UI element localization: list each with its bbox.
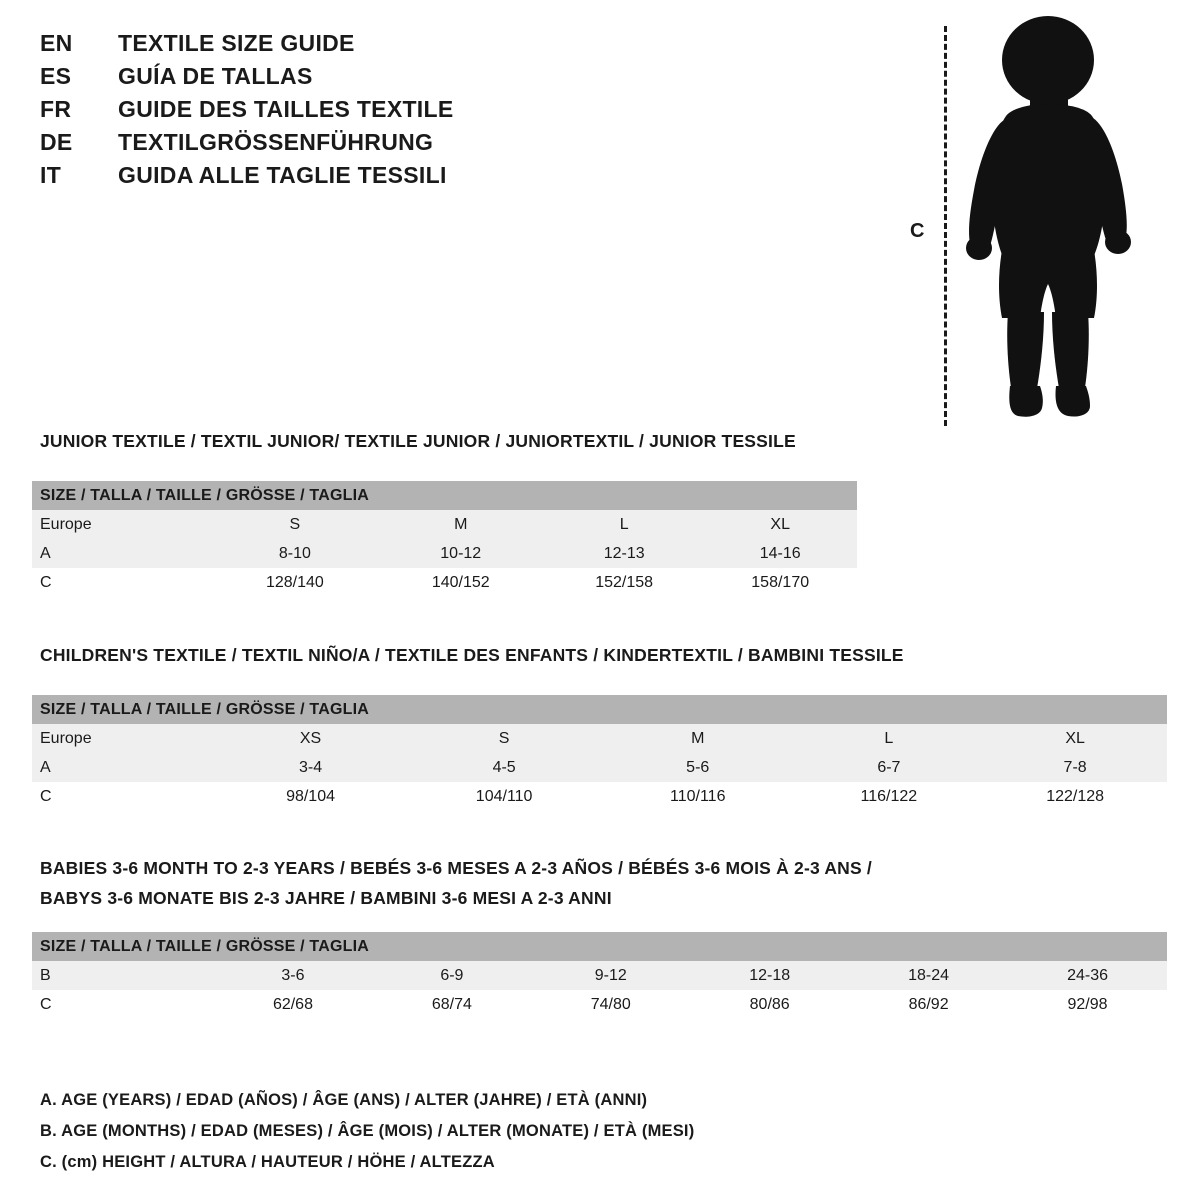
- babies-row-c: [32, 990, 1167, 1019]
- junior-band-label: SIZE / TALLA / TAILLE / GRÖSSE / TAGLIA: [32, 481, 857, 510]
- children-c-l: 116/122: [795, 782, 984, 811]
- junior-c-m: 140/152: [377, 568, 545, 597]
- title-lang-en: EN: [40, 30, 73, 56]
- title-lang-it: IT: [40, 162, 62, 188]
- junior-band-row: [32, 481, 857, 510]
- child-silhouette-icon: [952, 12, 1142, 427]
- title-text-fr: GUIDE DES TAILLES TEXTILE: [118, 96, 454, 122]
- footnotes-block: [40, 1091, 940, 1172]
- babies-c-80-86: 80/86: [690, 990, 849, 1019]
- title-text-it: GUIDA ALLE TAGLIE TESSILI: [118, 162, 447, 188]
- babies-b-label: B: [32, 961, 214, 990]
- junior-row-europe: [32, 510, 857, 539]
- babies-band-row: [32, 932, 1167, 961]
- title-lang-de: DE: [40, 129, 73, 155]
- footnote-c: C. (cm) HEIGHT / ALTURA / HAUTEUR / HÖHE / ALTEZZA: [40, 1153, 495, 1171]
- title-block: [40, 30, 660, 195]
- children-c-s: 104/110: [407, 782, 601, 811]
- babies-c-62-68: 62/68: [214, 990, 373, 1019]
- title-row-de: [40, 129, 660, 156]
- junior-row-c: [32, 568, 857, 597]
- figure-measure-label: C: [910, 220, 925, 242]
- babies-c-92-98: 92/98: [1008, 990, 1167, 1019]
- footnote-a: A. AGE (YEARS) / EDAD (AÑOS) / ÂGE (ANS) / ALTER (JAHRE) / ETÀ (ANNI): [40, 1091, 648, 1109]
- junior-c-s: 128/140: [213, 568, 376, 597]
- junior-size-table: [32, 481, 857, 597]
- children-europe-xl: XL: [983, 724, 1167, 753]
- children-band-label: SIZE / TALLA / TAILLE / GRÖSSE / TAGLIA: [32, 695, 1167, 724]
- title-text-de: TEXTILGRÖSSENFÜHRUNG: [118, 129, 434, 155]
- junior-europe-l: L: [545, 510, 703, 539]
- children-europe-xs: XS: [214, 724, 408, 753]
- junior-a-l: 12-13: [545, 539, 703, 568]
- section-heading-babies: [40, 858, 872, 909]
- measurement-figure: [900, 8, 1160, 428]
- babies-b-6-9: 6-9: [372, 961, 531, 990]
- section-heading-children: CHILDREN'S TEXTILE / TEXTIL NIÑO/A / TEXTILE DES ENFANTS / KINDERTEXTIL / BAMBINI TESSILE: [40, 645, 904, 665]
- children-c-xs: 98/104: [214, 782, 408, 811]
- children-europe-m: M: [601, 724, 795, 753]
- children-row-a: [32, 753, 1167, 782]
- children-a-xl: 7-8: [983, 753, 1167, 782]
- babies-b-24-36: 24-36: [1008, 961, 1167, 990]
- children-row-europe: [32, 724, 1167, 753]
- babies-row-b: [32, 961, 1167, 990]
- babies-b-18-24: 18-24: [849, 961, 1008, 990]
- babies-c-86-92: 86/92: [849, 990, 1008, 1019]
- children-c-label: C: [32, 782, 214, 811]
- junior-europe-label: Europe: [32, 510, 213, 539]
- babies-b-9-12: 9-12: [531, 961, 690, 990]
- title-row-en: [40, 30, 660, 57]
- title-row-es: [40, 63, 660, 90]
- children-band-row: [32, 695, 1167, 724]
- babies-c-74-80: 74/80: [531, 990, 690, 1019]
- children-row-c: [32, 782, 1167, 811]
- junior-c-label: C: [32, 568, 213, 597]
- children-a-s: 4-5: [407, 753, 601, 782]
- babies-size-table: [32, 932, 1167, 1019]
- title-row-fr: [40, 96, 660, 123]
- children-a-m: 5-6: [601, 753, 795, 782]
- section-heading-babies-line2: BABYS 3-6 MONATE BIS 2-3 JAHRE / BAMBINI 3-6 MESI A 2-3 ANNI: [40, 888, 612, 908]
- title-lang-fr: FR: [40, 96, 72, 122]
- children-c-m: 110/116: [601, 782, 795, 811]
- children-europe-s: S: [407, 724, 601, 753]
- junior-a-xl: 14-16: [703, 539, 857, 568]
- junior-a-m: 10-12: [377, 539, 545, 568]
- title-text-en: TEXTILE SIZE GUIDE: [118, 30, 355, 56]
- title-lang-es: ES: [40, 63, 72, 89]
- junior-europe-m: M: [377, 510, 545, 539]
- junior-a-label: A: [32, 539, 213, 568]
- junior-a-s: 8-10: [213, 539, 376, 568]
- children-europe-label: Europe: [32, 724, 214, 753]
- height-dashed-line: [944, 26, 947, 426]
- babies-band-label: SIZE / TALLA / TAILLE / GRÖSSE / TAGLIA: [32, 932, 1167, 961]
- children-a-xs: 3-4: [214, 753, 408, 782]
- children-europe-l: L: [795, 724, 984, 753]
- children-a-l: 6-7: [795, 753, 984, 782]
- children-size-table: [32, 695, 1167, 811]
- section-heading-babies-line1: BABIES 3-6 MONTH TO 2-3 YEARS / BEBÉS 3-6 MESES A 2-3 AÑOS / BÉBÉS 3-6 MOIS À 2-3 ANS /: [40, 858, 872, 878]
- title-row-it: [40, 162, 660, 189]
- junior-c-xl: 158/170: [703, 568, 857, 597]
- junior-europe-s: S: [213, 510, 376, 539]
- babies-b-3-6: 3-6: [214, 961, 373, 990]
- children-a-label: A: [32, 753, 214, 782]
- babies-b-12-18: 12-18: [690, 961, 849, 990]
- junior-row-a: [32, 539, 857, 568]
- junior-europe-xl: XL: [703, 510, 857, 539]
- junior-c-l: 152/158: [545, 568, 703, 597]
- section-heading-junior: JUNIOR TEXTILE / TEXTIL JUNIOR/ TEXTILE JUNIOR / JUNIORTEXTIL / JUNIOR TESSILE: [40, 431, 796, 451]
- babies-c-label: C: [32, 990, 214, 1019]
- footnote-b: B. AGE (MONTHS) / EDAD (MESES) / ÂGE (MOIS) / ALTER (MONATE) / ETÀ (MESI): [40, 1122, 695, 1140]
- title-text-es: GUÍA DE TALLAS: [118, 63, 313, 89]
- babies-c-68-74: 68/74: [372, 990, 531, 1019]
- children-c-xl: 122/128: [983, 782, 1167, 811]
